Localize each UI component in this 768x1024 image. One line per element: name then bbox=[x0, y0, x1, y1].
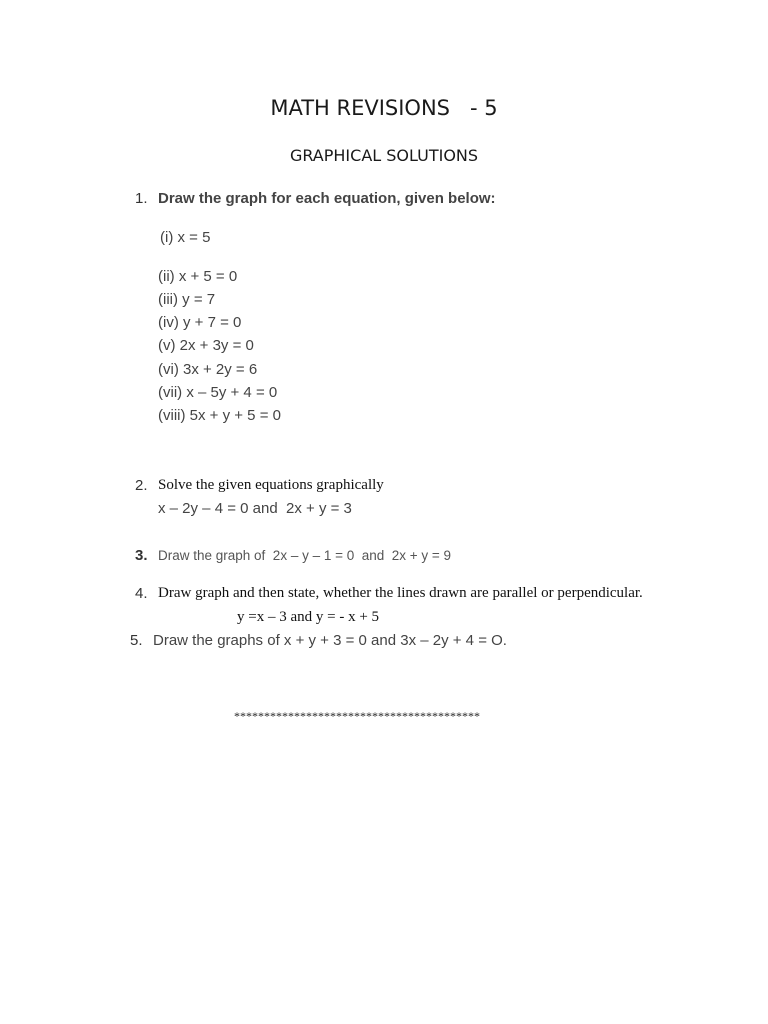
question-equations: y =x – 3 and y = - x + 5 bbox=[237, 609, 380, 625]
equation-item: (v) 2x + 3y = 0 bbox=[158, 337, 254, 354]
question-number: 1. bbox=[135, 190, 148, 207]
page-title: MATH REVISIONS - 5 bbox=[270, 96, 498, 120]
question-heading: Draw the graph for each equation, given below: bbox=[158, 190, 496, 207]
question-text: Draw the graphs of x + y + 3 = 0 and 3x – 2y + 4 = O. bbox=[153, 632, 507, 649]
equation-item: (iii) y = 7 bbox=[158, 291, 216, 308]
equation-item: (iv) y + 7 = 0 bbox=[158, 314, 242, 331]
equation-item: (vi) 3x + 2y = 6 bbox=[158, 361, 258, 378]
question-number: 3. bbox=[135, 547, 148, 564]
page-subtitle: GRAPHICAL SOLUTIONS bbox=[289, 146, 479, 165]
question-number: 2. bbox=[135, 477, 148, 494]
question-equations: x – 2y – 4 = 0 and 2x + y = 3 bbox=[158, 500, 352, 517]
equation-item: (vii) x – 5y + 4 = 0 bbox=[158, 384, 278, 401]
equation-item: (ii) x + 5 = 0 bbox=[158, 268, 238, 285]
question-text: Draw the graph of 2x – y – 1 = 0 and 2x + y = 9 bbox=[158, 548, 452, 563]
question-text: Solve the given equations graphically bbox=[158, 477, 384, 493]
equation-item: (viii) 5x + y + 5 = 0 bbox=[158, 407, 281, 424]
equation-item: (i) x = 5 bbox=[160, 229, 211, 246]
question-number: 5. bbox=[130, 632, 143, 649]
footer-divider-stars: ***************************************** bbox=[234, 709, 480, 723]
question-text: Draw graph and then state, whether the lines drawn are parallel or perpendicular. bbox=[158, 585, 643, 601]
question-number: 4. bbox=[135, 585, 148, 602]
